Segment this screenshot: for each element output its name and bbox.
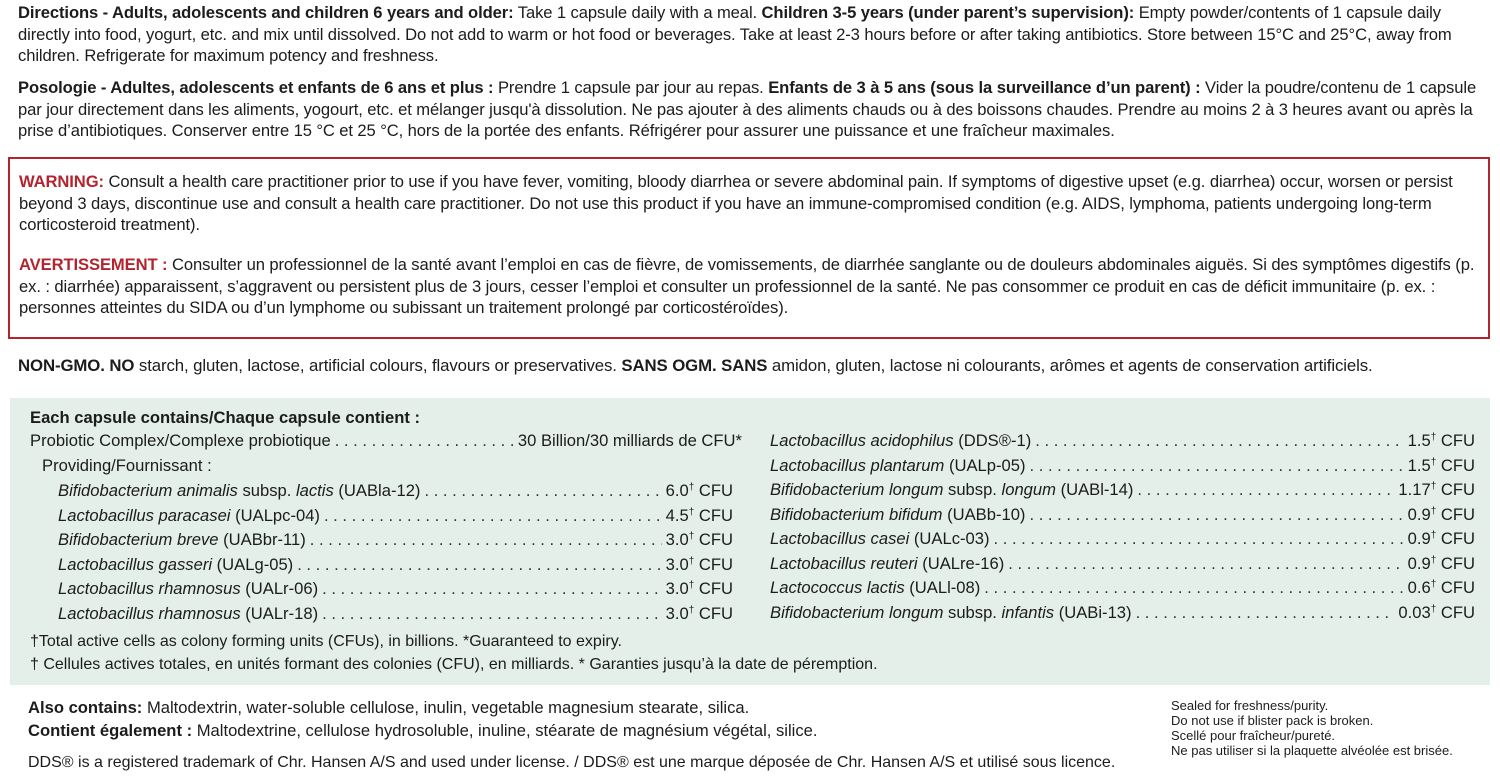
strain-mid: subsp. (237, 481, 296, 500)
strain-name (770, 456, 1026, 476)
dagger-mark: † (1430, 432, 1437, 443)
cfu-unit: CFU (694, 603, 733, 623)
strain-name (58, 530, 306, 550)
strain-italic2: longum (1001, 480, 1056, 499)
footnote-english: †Total active cells as colony forming units (CFUs), in billions. *Guaranteed to expiry. (30, 633, 622, 650)
cfu-unit: CFU (1436, 553, 1475, 573)
strain-italic: Bifidobacterium breve (58, 530, 219, 549)
enfants-heading: Enfants de 3 à 5 ans (sous la surveillance d’un parent) : (768, 78, 1201, 97)
amount-number: 4.5 (665, 505, 689, 525)
directions-english (18, 2, 1480, 67)
cfu-unit: CFU (1436, 504, 1475, 524)
strain-strain: (UALg-05) (212, 554, 294, 574)
strain-row (770, 578, 1475, 598)
non-gmo-label: NON-GMO. NO (18, 356, 135, 375)
children-heading: Children 3-5 years (under parent’s supervision): (761, 3, 1135, 22)
strain-amount (1398, 480, 1475, 500)
cfu-unit: CFU (694, 530, 733, 549)
cfu-unit: CFU (1436, 431, 1475, 450)
strain-strain: (UALre-16) (917, 553, 1005, 573)
leader-dots (322, 604, 662, 624)
strain-name (58, 579, 318, 599)
posologie-text: Prendre 1 capsule par jour au repas. (493, 78, 769, 97)
enfants-text: Vider la poudre/contenu de 1 capsule par jour directement dans les aliments, yogourt, etc. et mélanger jusqu'à dissolution. Ne pas ajouter à des aliments chauds ou à des boissons chaudes. Prendre au moins 2 à 3 heures avant ou après la prise d’antibiotiques. Conserver entre 15 °C et 25 °C, hors de la portée des enfants. Réfrigérer pour assurer une puissance et une fraîcheur maximales. (18, 78, 1477, 140)
strain-italic: Lactobacillus rhamnosus (58, 603, 241, 623)
cfu-unit: CFU (1436, 602, 1475, 622)
strain-strain: (UABl-14) (1055, 480, 1134, 499)
strain-name (770, 554, 1004, 574)
dagger-mark: † (1430, 456, 1437, 468)
directions-text: Take 1 capsule daily with a meal. (513, 3, 762, 22)
sans-ogm-text: amidon, gluten, lactose ni colourants, arômes et agents de conservation artificiels. (767, 356, 1373, 375)
avertissement-label: AVERTISSEMENT : (19, 255, 168, 274)
panel-title: Each capsule contains/Chaque capsule contient : (30, 408, 421, 427)
strain-amount (666, 604, 733, 624)
strain-name (58, 506, 320, 526)
dagger-mark: † (688, 482, 695, 493)
sans-ogm-label: SANS OGM. SANS (621, 356, 768, 375)
strain-strain: (UALc-03) (909, 529, 990, 548)
leader-dots (297, 555, 661, 575)
ingredients-panel (10, 398, 1490, 685)
leader-dots (324, 506, 662, 526)
providing-label (42, 456, 212, 476)
strain-name (770, 529, 990, 549)
strain-italic: Lactobacillus reuteri (770, 553, 918, 573)
strain-row (58, 506, 733, 526)
dagger-mark: † (1430, 481, 1437, 492)
strain-italic: Lactobacillus plantarum (770, 455, 945, 475)
strain-italic2: infantis (1001, 602, 1055, 622)
strain-italic: Lactobacillus paracasei (58, 505, 231, 525)
strain-strain: (UABi-13) (1054, 602, 1132, 622)
amount-number: 3.0 (665, 579, 689, 598)
strain-italic: Bifidobacterium longum (770, 480, 944, 499)
dagger-mark: † (1430, 603, 1437, 615)
strain-row (770, 554, 1475, 574)
strain-name (770, 505, 1025, 525)
dagger-mark: † (688, 506, 695, 518)
strain-row (770, 480, 1475, 500)
strain-strain: (UABla-12) (333, 481, 421, 500)
strain-amount (666, 555, 733, 575)
strain-italic: Bifidobacterium bifidum (770, 504, 943, 524)
strain-mid: subsp. (943, 602, 1002, 622)
leader-dots (1008, 554, 1403, 574)
complex-row (30, 431, 742, 451)
amount-number: 1.5 (1407, 455, 1431, 475)
directions-french (18, 77, 1480, 142)
leader-dots (1030, 456, 1404, 476)
strain-name (58, 555, 293, 575)
strain-name (770, 578, 980, 598)
seal-line-1: Sealed for freshness/purity. (1171, 698, 1329, 713)
amount-number: 3.0 (665, 603, 689, 623)
leader-dots (335, 431, 514, 451)
cfu-unit: CFU (1436, 480, 1475, 499)
cfu-unit: CFU (1436, 529, 1475, 548)
strain-italic: Lactobacillus rhamnosus (58, 579, 241, 598)
also-contains-english (28, 697, 749, 718)
dagger-mark: † (688, 580, 695, 591)
leader-dots (1137, 480, 1394, 500)
amount-number: 0.9 (1407, 504, 1431, 524)
amount-number: 0.03 (1398, 602, 1431, 622)
strain-amount (1408, 431, 1475, 451)
strain-strain: (UALpc-04) (230, 505, 320, 525)
also-contains-label: Also contains: (28, 698, 143, 717)
strain-row (770, 603, 1475, 623)
amount-number: 3.0 (665, 530, 689, 549)
strain-italic2: lactis (295, 481, 334, 500)
strain-name (770, 603, 1132, 623)
dagger-mark: † (688, 531, 695, 542)
cfu-unit: CFU (694, 554, 733, 574)
leader-dots (322, 579, 662, 599)
leader-dots (1035, 431, 1403, 451)
strain-name (770, 431, 1031, 451)
strain-amount (1408, 578, 1475, 598)
strain-italic: Lactobacillus gasseri (58, 554, 213, 574)
complex-label: Probiotic Complex/Complexe probiotique (30, 431, 331, 450)
strain-amount (666, 506, 733, 526)
seal-line-3: Scellé pour fraîcheur/pureté. (1171, 728, 1336, 743)
dagger-mark: † (1430, 579, 1437, 590)
leader-dots (1136, 603, 1395, 623)
children-text: Empty powder/contents of 1 capsule daily directly into food, yogurt, etc. and mix until dissolved. Do not add to warm or hot food or beverages. Take at least 2-3 hours before or after taking antibiotics. Store between 15°C and 25°C, away from children. Refrigerate for maximum potency and freshness. (18, 3, 1452, 65)
strain-row (770, 456, 1475, 476)
amount-number: 0.9 (1407, 529, 1431, 548)
amount-number: 1.5 (1407, 431, 1431, 450)
complex-value: 30 Billion/30 milliards de CFU* (517, 431, 742, 450)
strain-strain: (UALp-05) (944, 455, 1026, 475)
warning-english (19, 171, 1481, 236)
cfu-unit: CFU (1436, 578, 1475, 597)
strain-row (770, 505, 1475, 525)
cfu-unit: CFU (694, 579, 733, 598)
strain-row (58, 530, 733, 550)
warning-text: Consult a health care practitioner prior to use if you have fever, vomiting, bloody diarrhea or severe abdominal pain. If symptoms of digestive upset (e.g. diarrhea) occur, worsen or persist beyond 3 days, discontinue use and consult a health care practitioner. Do not use this product if you have an immune-compromised condition (e.g. AIDS, lymphoma, patients undergoing long-term corticosteroid treatment). (19, 172, 1453, 234)
also-contains-text: Maltodextrin, water-soluble cellulose, inulin, vegetable magnesium stearate, silica. (142, 698, 750, 717)
strain-amount (1398, 603, 1475, 623)
strain-strain: (UABb-10) (942, 504, 1026, 524)
cfu-unit: CFU (1436, 455, 1475, 475)
strain-italic: Lactococcus lactis (770, 578, 905, 597)
directions-heading: Directions - Adults, adolescents and children 6 years and older: (18, 3, 514, 22)
leader-dots (1029, 505, 1403, 525)
strain-row (770, 431, 1475, 451)
strain-name (58, 604, 318, 624)
non-gmo-text: starch, gluten, lactose, artificial colours, flavours or preservatives. (134, 356, 622, 375)
strain-strain: (UALr-18) (240, 603, 319, 623)
contient-label: Contient également : (28, 721, 193, 740)
strain-strain: (UALr-06) (240, 579, 319, 598)
strain-strain: (UABbr-11) (218, 530, 306, 549)
warning-label: WARNING: (19, 172, 104, 191)
strain-amount (666, 579, 733, 599)
strain-row (58, 555, 733, 575)
strain-amount (666, 481, 733, 501)
amount-number: 0.6 (1407, 578, 1431, 597)
amount-number: 1.17 (1398, 480, 1431, 499)
seal-notice (1171, 698, 1453, 758)
avertissement-text: Consulter un professionnel de la santé avant l’emploi en cas de fièvre, de vomissements, de diarrhée sanglante ou de douleurs abdominales aiguës. Si des symptômes digestifs (p. ex. : diarrhée) apparaissent, s’aggravent ou persistent plus de 3 jours, cesser l’emploi et consulter un professionnel de la santé. Ne pas consommer ce produit en cas de déficit immunitaire (p. ex. : personnes atteintes du SIDA ou d’un lymphome ou subissant un traitement prolongé par corticostéroïdes). (19, 255, 1475, 317)
strain-row (770, 529, 1475, 549)
strain-mid: subsp. (943, 480, 1002, 499)
strain-italic: Lactobacillus acidophilus (770, 431, 954, 450)
non-gmo-statement (18, 355, 1480, 377)
seal-line-4: Ne pas utiliser si la plaquette alvéolée est brisée. (1171, 743, 1453, 758)
strain-italic: Lactobacillus casei (770, 529, 910, 548)
strain-amount (1408, 554, 1475, 574)
cfu-unit: CFU (694, 481, 733, 500)
dagger-mark: † (1430, 554, 1437, 566)
dagger-mark: † (688, 555, 695, 567)
cfu-unit: CFU (694, 505, 733, 525)
strain-amount (1408, 505, 1475, 525)
dagger-mark: † (1430, 530, 1437, 541)
leader-dots (994, 529, 1404, 549)
strain-amount (666, 530, 733, 550)
strain-name (58, 481, 420, 501)
footnote-french: † Cellules actives totales, en unités formant des colonies (CFU), en milliards. * Garanties jusqu’à la date de péremption. (30, 656, 878, 673)
amount-number: 0.9 (1407, 553, 1431, 573)
providing-text: Providing/Fournissant : (42, 456, 212, 475)
dagger-mark: † (1430, 505, 1437, 517)
strain-italic: Bifidobacterium longum (770, 602, 944, 622)
leader-dots (424, 481, 661, 501)
strain-amount (1408, 456, 1475, 476)
strain-strain: (DDS®-1) (953, 431, 1032, 450)
strain-row (58, 604, 733, 624)
posologie-heading: Posologie - Adultes, adolescents et enfants de 6 ans et plus : (18, 78, 494, 97)
amount-number: 3.0 (665, 554, 689, 574)
leader-dots (310, 530, 662, 550)
dagger-mark: † (688, 604, 695, 616)
strain-strain: (UALl-08) (904, 578, 981, 597)
strain-row (58, 579, 733, 599)
leader-dots (984, 578, 1403, 598)
warning-box (8, 157, 1490, 339)
trademark-note: DDS® is a registered trademark of Chr. Hansen A/S and used under license. / DDS® est une marque déposée de Chr. Hansen A/S et utilisé sous licence. (28, 754, 1116, 771)
strain-italic: Bifidobacterium animalis (58, 481, 238, 500)
contient-text: Maltodextrine, cellulose hydrosoluble, inuline, stéarate de magnésium végétal, silice. (192, 721, 818, 740)
seal-line-2: Do not use if blister pack is broken. (1171, 713, 1374, 728)
strain-row (58, 481, 733, 501)
amount-number: 6.0 (665, 481, 689, 500)
also-contains-french (28, 720, 817, 741)
warning-french (19, 254, 1481, 319)
strain-name (770, 480, 1133, 500)
strain-amount (1408, 529, 1475, 549)
